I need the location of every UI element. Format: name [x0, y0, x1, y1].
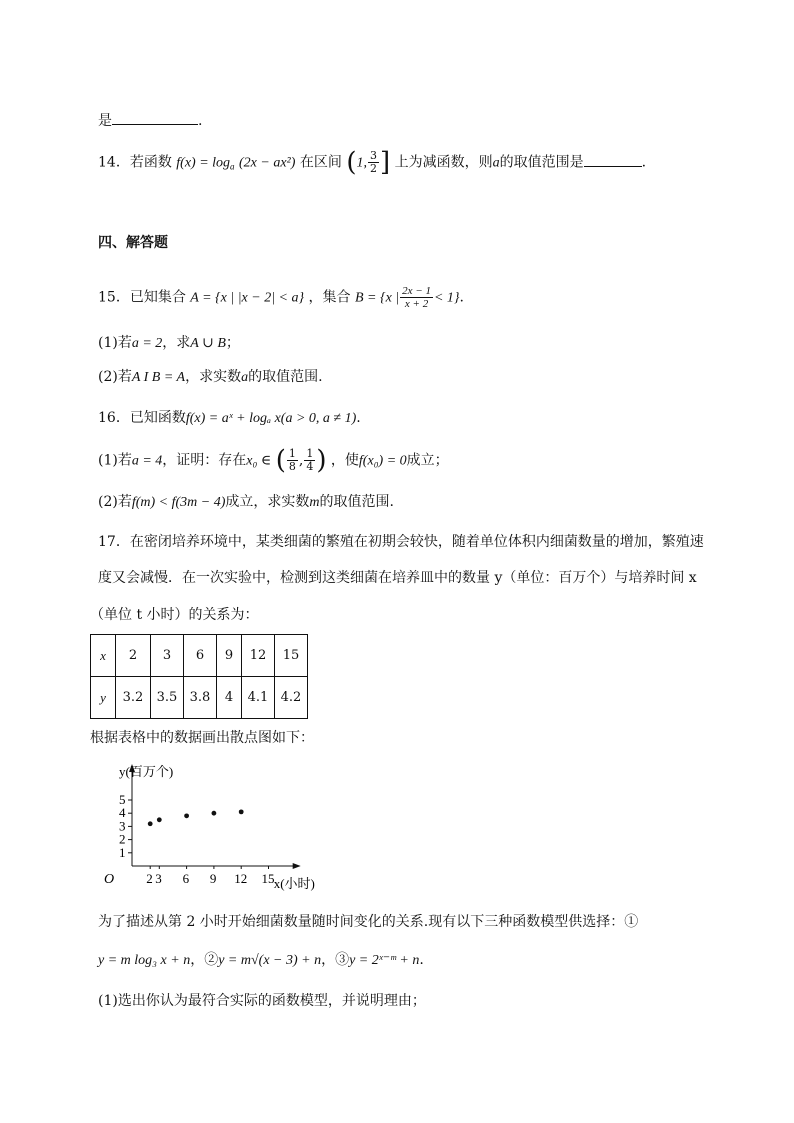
x-tick-label: 6: [182, 871, 190, 886]
section-title: 四、解答题: [98, 235, 168, 251]
data-point: [239, 809, 244, 814]
answer-blank: [112, 110, 198, 125]
model-1: y = m log₃ x + n: [98, 953, 191, 968]
y-tick-label: 3: [119, 818, 126, 834]
models-intro: 为了描述从第 2 小时开始细菌数量随时间变化的关系.现有以下三种函数模型供选择：①: [98, 914, 639, 930]
data-point: [212, 811, 217, 816]
x-tick-label: 2: [146, 871, 153, 886]
question-15-part-2: (2)若A I B = A，求实数a的取值范围.: [98, 369, 323, 385]
x-tick-label: 3: [155, 871, 162, 886]
data-point: [184, 813, 189, 818]
question-16-part-1: (1)若a = 4，证明：存在x₀ ∈ ( $\frac{1}{8}$ , $\frac{1}{4}$ ) ，使f(x₀) = 0成立；: [98, 445, 449, 476]
scatter-chart: [90, 760, 320, 895]
q14-mid: 在区间: [299, 154, 342, 171]
q14-fx: f(x) = log: [176, 155, 231, 171]
table-row-y: y 3.2 3.5 3.8 4 4.1 4.2: [91, 677, 308, 719]
q14-arg: (2x − ax²): [239, 155, 296, 171]
x-tick-label: 15: [261, 871, 275, 886]
question-17-part-1: (1)选出你认为最符合实际的函数模型，并说明理由；: [98, 993, 426, 1009]
question-15-part-1: (1)若a = 2，求A ∪ B；: [98, 335, 240, 351]
y-tick-label: 2: [119, 831, 126, 847]
question-17-line-3: （单位 t 小时）的关系为：: [90, 607, 259, 623]
question-15: 15．已知集合 A = {x | |x − 2| < a} ，集合 B = {x | $\frac{2x - 1}{x + 2}$ < 1}.: [98, 285, 464, 310]
y-tick-label: 1: [119, 844, 126, 860]
question-16: 16．已知函数f(x) = aˣ + logₐ x(a > 0, a ≠ 1).: [98, 410, 361, 426]
data-table: [90, 634, 308, 719]
q15-fraction: $\frac{2x - 1}{x + 2}$: [402, 285, 431, 310]
question-14: 14．若函数 $f(x) = \log_a (2x - ax^2)$ 在区间 (1, $\frac{3}{2}$ ] 上为减函数，则a的取值范围是 .: [98, 147, 647, 178]
q16-function: f(x) = aˣ + logₐ x(a > 0, a ≠ 1): [185, 411, 357, 426]
table-row-x: x 2 3 6 9 12 15: [91, 635, 308, 677]
q14-base: a: [230, 161, 235, 172]
x-tick-label: 9: [209, 871, 217, 886]
data-point: [148, 821, 153, 826]
origin-label: O: [104, 872, 115, 887]
data-point: [157, 817, 162, 822]
q14-interval-left: 1,: [356, 155, 367, 171]
q14-number: 14．若函数: [98, 154, 172, 171]
models-list: y = m log₃ x + n，②y = m√(x − 3) + n，③y = 2ˣ⁻ᵐ + n.: [98, 952, 424, 968]
x-axis-label: x(小时): [273, 876, 315, 891]
x-axis-arrow: [293, 863, 301, 869]
q14-tail: 上为减函数，则: [394, 154, 493, 171]
model-3: y = 2ˣ⁻ᵐ + n: [349, 953, 420, 968]
prev-answer-prefix: 是: [98, 113, 112, 129]
question-16-part-2: (2)若f(m) < f(3m − 4)成立，求实数m的取值范围.: [98, 494, 394, 510]
question-17-line-1: 17．在密闭培养环境中，某类细菌的繁殖在初期会较快，随着单位体积内细菌数量的增加，繁殖速: [98, 534, 704, 550]
q14-interval-fraction: $\frac{3}{2}$: [369, 149, 377, 175]
y-axis-label: y(百万个): [119, 764, 174, 779]
model-2: y = m√(x − 3) + n: [218, 953, 322, 968]
q15-set-a: A = {x | |x − 2| < a}: [190, 290, 305, 306]
chart-intro: 根据表格中的数据画出散点图如下：: [90, 730, 314, 746]
answer-blank: [584, 152, 642, 167]
prev-answer-line: 是 .: [98, 110, 202, 131]
question-17-line-2: 度又会减慢．在一次实验中，检测到这类细菌在培养皿中的数量 y（单位：百万个）与培养时间 x: [98, 570, 697, 586]
y-tick-label: 4: [119, 805, 126, 821]
x-tick-label: 12: [234, 871, 248, 886]
y-tick-label: 5: [119, 792, 126, 807]
